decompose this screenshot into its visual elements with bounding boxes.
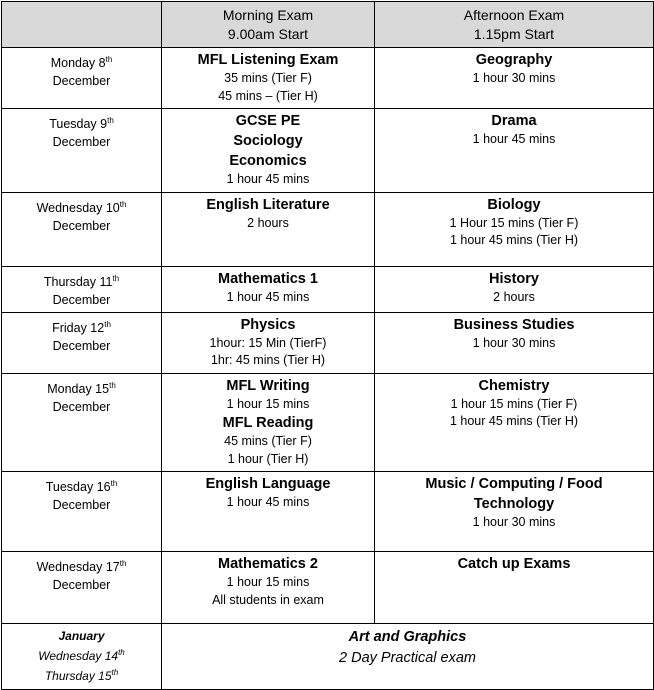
date-cell (2, 472, 162, 552)
exam-detail: 1 hour 45 mins (226, 289, 310, 304)
exam-row (2, 312, 654, 373)
morning-exam-cell (162, 266, 375, 312)
day-label (5, 478, 158, 496)
exam-subject: MFL Writing (226, 377, 310, 394)
day-label (5, 273, 158, 291)
day-suffix: th (118, 648, 125, 657)
exam-detail: 1 hour 45 mins (226, 172, 310, 186)
month-label: December (52, 578, 111, 592)
exam-detail: 45 mins (Tier F) (224, 434, 312, 448)
exam-subject: Technology (473, 496, 555, 512)
date-cell (2, 312, 162, 373)
day-text: Tuesday 9 (49, 117, 108, 131)
exam-detail: 1 hour 30 mins (472, 71, 556, 85)
day-suffix: th (111, 668, 119, 677)
afternoon-exam-cell (375, 192, 654, 266)
morning-exam-cell (162, 312, 375, 373)
day-label (5, 54, 158, 72)
morning-exam-cell (162, 192, 375, 266)
exam-detail: 1 hour 15 mins (226, 396, 310, 411)
afternoon-start-time: 1.15pm Start (473, 26, 555, 42)
day-suffix: th (105, 55, 113, 64)
day-label (5, 199, 158, 217)
exam-detail: All students in exam (212, 592, 324, 607)
exam-row (2, 192, 654, 266)
date-cell (2, 192, 162, 266)
exam-detail: 1 hour 45 mins (226, 495, 310, 509)
january-exam-cell (162, 624, 654, 690)
day-text: Wednesday 14 (38, 649, 119, 663)
day-text: Monday 8 (50, 56, 106, 70)
exam-timetable (1, 1, 654, 690)
day-suffix: th (107, 116, 114, 125)
exam-subject: English Literature (206, 196, 330, 213)
day-label (5, 558, 158, 576)
day-text: Wednesday 17 (36, 560, 120, 574)
exam-row (2, 552, 654, 624)
exam-detail: 1hour: 15 Min (TierF) (209, 335, 327, 350)
exam-subject: Catch up Exams (457, 556, 571, 572)
afternoon-exam-cell (375, 552, 654, 624)
month-label: December (52, 135, 111, 149)
month-label: December (52, 399, 111, 414)
exam-detail: 1 hour 30 mins (472, 335, 556, 350)
january-row (2, 624, 654, 690)
month-label: December (52, 74, 111, 88)
exam-subject: GCSE PE (235, 113, 301, 129)
exam-detail: 1 hour 45 mins (Tier H) (449, 414, 579, 428)
day-suffix: th (119, 559, 127, 568)
date-cell (2, 266, 162, 312)
header-row (2, 2, 654, 48)
day-suffix: th (109, 380, 116, 390)
day-label (5, 115, 158, 133)
exam-subject: Music / Computing / Food (425, 476, 603, 492)
month-label: December (52, 292, 111, 307)
morning-exam-cell (162, 48, 375, 109)
exam-subject: Geography (475, 52, 553, 68)
exam-row (2, 472, 654, 552)
month-label: December (52, 498, 111, 512)
afternoon-exam-cell (375, 472, 654, 552)
january-day1 (5, 646, 158, 666)
afternoon-exam-cell (375, 312, 654, 373)
month-label: December (52, 218, 111, 233)
exam-detail: 1 Hour 15 mins (Tier F) (449, 215, 579, 230)
january-date-cell (2, 624, 162, 690)
exam-detail: 1 hour (Tier H) (227, 451, 309, 466)
exam-subject: MFL Reading (222, 415, 314, 431)
day-text: Wednesday 10 (36, 200, 120, 215)
exam-subject: Art and Graphics (348, 629, 467, 645)
month-label: December (52, 338, 111, 353)
exam-subject: Biology (487, 196, 541, 213)
exam-detail: 2 Day Practical exam (339, 650, 476, 666)
exam-subject: History (489, 270, 539, 287)
afternoon-exam-cell (375, 109, 654, 193)
morning-exam-cell (162, 552, 375, 624)
day-suffix: th (110, 479, 118, 488)
january-month-label: January (58, 629, 105, 643)
exam-detail: 45 mins – (Tier H) (218, 88, 318, 103)
header-afternoon (375, 2, 654, 48)
exam-detail: 1 hour 30 mins (472, 515, 556, 529)
day-text: Thursday 11 (43, 274, 113, 289)
exam-detail: 2 hours (247, 215, 289, 230)
date-cell (2, 48, 162, 109)
exam-detail: 1 hour 45 mins (Tier H) (449, 233, 579, 247)
exam-subject: Sociology (233, 133, 303, 149)
date-cell (2, 109, 162, 193)
exam-detail: 1hr: 45 mins (Tier H) (210, 353, 326, 367)
header-morning (162, 2, 375, 48)
day-text: Friday 12 (52, 320, 105, 335)
exam-detail: 1 hour 15 mins (226, 575, 310, 589)
morning-exam-cell (162, 472, 375, 552)
exam-subject: Mathematics 2 (218, 556, 318, 572)
day-suffix: th (119, 199, 127, 209)
morning-start-time: 9.00am Start (227, 26, 309, 42)
day-suffix: th (104, 319, 111, 329)
exam-detail: 1 hour 15 mins (Tier F) (450, 396, 578, 411)
exam-subject: Physics (240, 316, 296, 333)
day-text: Thursday 15 (44, 669, 112, 683)
exam-row (2, 373, 654, 472)
exam-row (2, 266, 654, 312)
afternoon-exam-cell (375, 266, 654, 312)
exam-row (2, 48, 654, 109)
exam-detail: 1 hour 45 mins (472, 132, 556, 146)
afternoon-exam-cell (375, 373, 654, 472)
exam-row (2, 109, 654, 193)
day-suffix: th (112, 273, 120, 283)
exam-subject: Drama (491, 113, 537, 129)
afternoon-title: Afternoon Exam (463, 7, 565, 23)
morning-exam-cell (162, 373, 375, 472)
morning-exam-cell (162, 109, 375, 193)
exam-subject: Mathematics 1 (218, 270, 318, 287)
date-cell (2, 552, 162, 624)
date-cell (2, 373, 162, 472)
exam-subject: Economics (229, 153, 307, 169)
day-text: Monday 15 (47, 381, 110, 396)
afternoon-exam-cell (375, 48, 654, 109)
day-label (5, 380, 158, 398)
exam-detail: 2 hours (493, 289, 535, 304)
exam-subject: MFL Listening Exam (197, 52, 339, 68)
header-blank-cell (2, 2, 162, 48)
morning-title: Morning Exam (222, 7, 314, 23)
exam-subject: English Language (205, 476, 331, 492)
exam-subject: Business Studies (453, 316, 575, 333)
day-text: Tuesday 16 (45, 480, 111, 494)
exam-subject: Chemistry (478, 377, 550, 394)
day-label (5, 319, 158, 337)
exam-detail: 35 mins (Tier F) (224, 71, 312, 85)
january-day2 (5, 666, 158, 686)
